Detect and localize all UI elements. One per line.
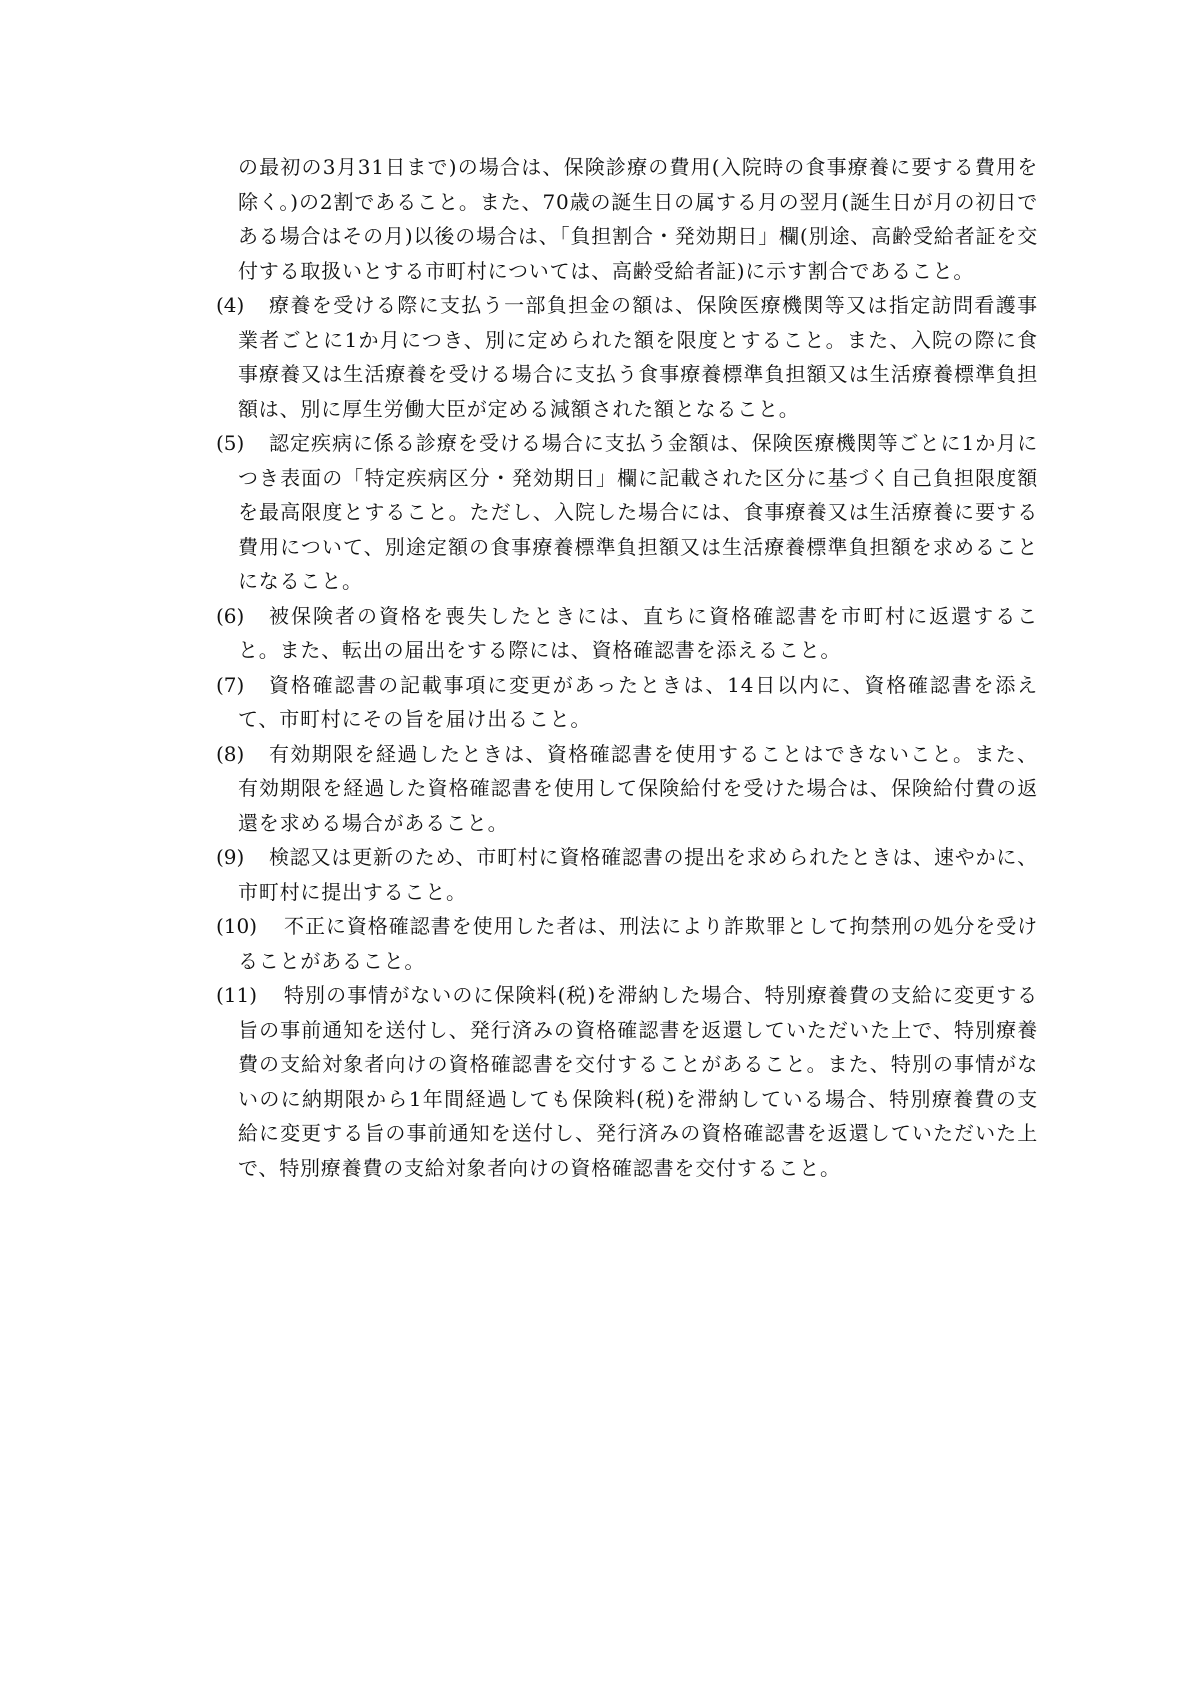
item-text: 検認又は更新のため、市町村に資格確認書の提出を求められたときは、速やかに、市町村に提出すること。 [238,845,1038,904]
item-number: (9) [216,845,245,869]
list-item-5 [216,426,1038,599]
item-text: 認定疾病に係る診療を受ける場合に支払う金額は、保険医療機関等ごとに1か月につき表面の「特定疾病区分・発効期日」欄に記載された区分に基づく自己負担限度額を最高限度とすること。ただし、入院した場合には、食事療養又は生活療養に要する費用について、別途定額の食事療養標準負担額又は生活療養標準負担額を求めることになること。 [238,431,1038,593]
item-number: (11) [216,983,258,1007]
paragraph-continued [238,150,1038,288]
list-item-7 [216,668,1038,737]
item-number: (10) [216,914,258,938]
list-item-9 [216,840,1038,909]
item-number: (7) [216,672,245,697]
item-text: 被保険者の資格を喪失したときには、直ちに資格確認書を市町村に返還すること。また、転出の届出をする際には、資格確認書を添えること。 [238,603,1038,662]
item-text: 有効期限を経過したときは、資格確認書を使用することはできないこと。また、有効期限を経過した資格確認書を使用して保険給付を受けた場合は、保険給付費の返還を求める場合があること。 [238,741,1038,835]
item-number: (5) [216,431,245,455]
list-item-11 [216,978,1038,1185]
document-body [216,150,1038,1185]
list-item-4 [216,288,1038,426]
item-text: 資格確認書の記載事項に変更があったときは、14日以内に、資格確認書を添えて、市町村にその旨を届け出ること。 [238,672,1038,731]
item-text: 療養を受ける際に支払う一部負担金の額は、保険医療機関等又は指定訪問看護事業者ごとに1か月につき、別に定められた額を限度とすること。また、入院の際に食事療養又は生活療養を受ける場合に支払う食事療養標準負担額又は生活療養標準負担額は、別に厚生労働大臣が定める減額された額となること。 [238,293,1038,421]
item-number: (8) [216,741,245,766]
item-text: 特別の事情がないのに保険料(税)を滞納した場合、特別療養費の支給に変更する旨の事前通知を送付し、発行済みの資格確認書を返還していただいた上で、特別療養費の支給対象者向けの資格確認書を交付することがあること。また、特別の事情がないのに納期限から1年間経過しても保険料(税)を滞納している場合、特別療養費の支給に変更する旨の事前通知を送付し、発行済みの資格確認書を返還していただいた上で、特別療養費の支給対象者向けの資格確認書を交付すること。 [238,983,1038,1180]
item-number: (4) [216,293,245,317]
list-item-6 [216,599,1038,668]
list-item-10 [216,909,1038,978]
paragraph-text: の最初の3月31日まで)の場合は、保険診療の費用(入院時の食事療養に要する費用を除く。)の2割であること。また、70歳の誕生日の属する月の翌月(誕生日が月の初日である場合はその月)以後の場合は、「負担割合・発効期日」欄(別途、高齢受給者証を交付する取扱いとする市町村については、高齢受給者証)に示す割合であること。 [238,155,1038,283]
item-text: 不正に資格確認書を使用した者は、刑法により詐欺罪として拘禁刑の処分を受けることがあること。 [238,914,1038,973]
item-number: (6) [216,603,245,628]
list-item-8 [216,737,1038,841]
